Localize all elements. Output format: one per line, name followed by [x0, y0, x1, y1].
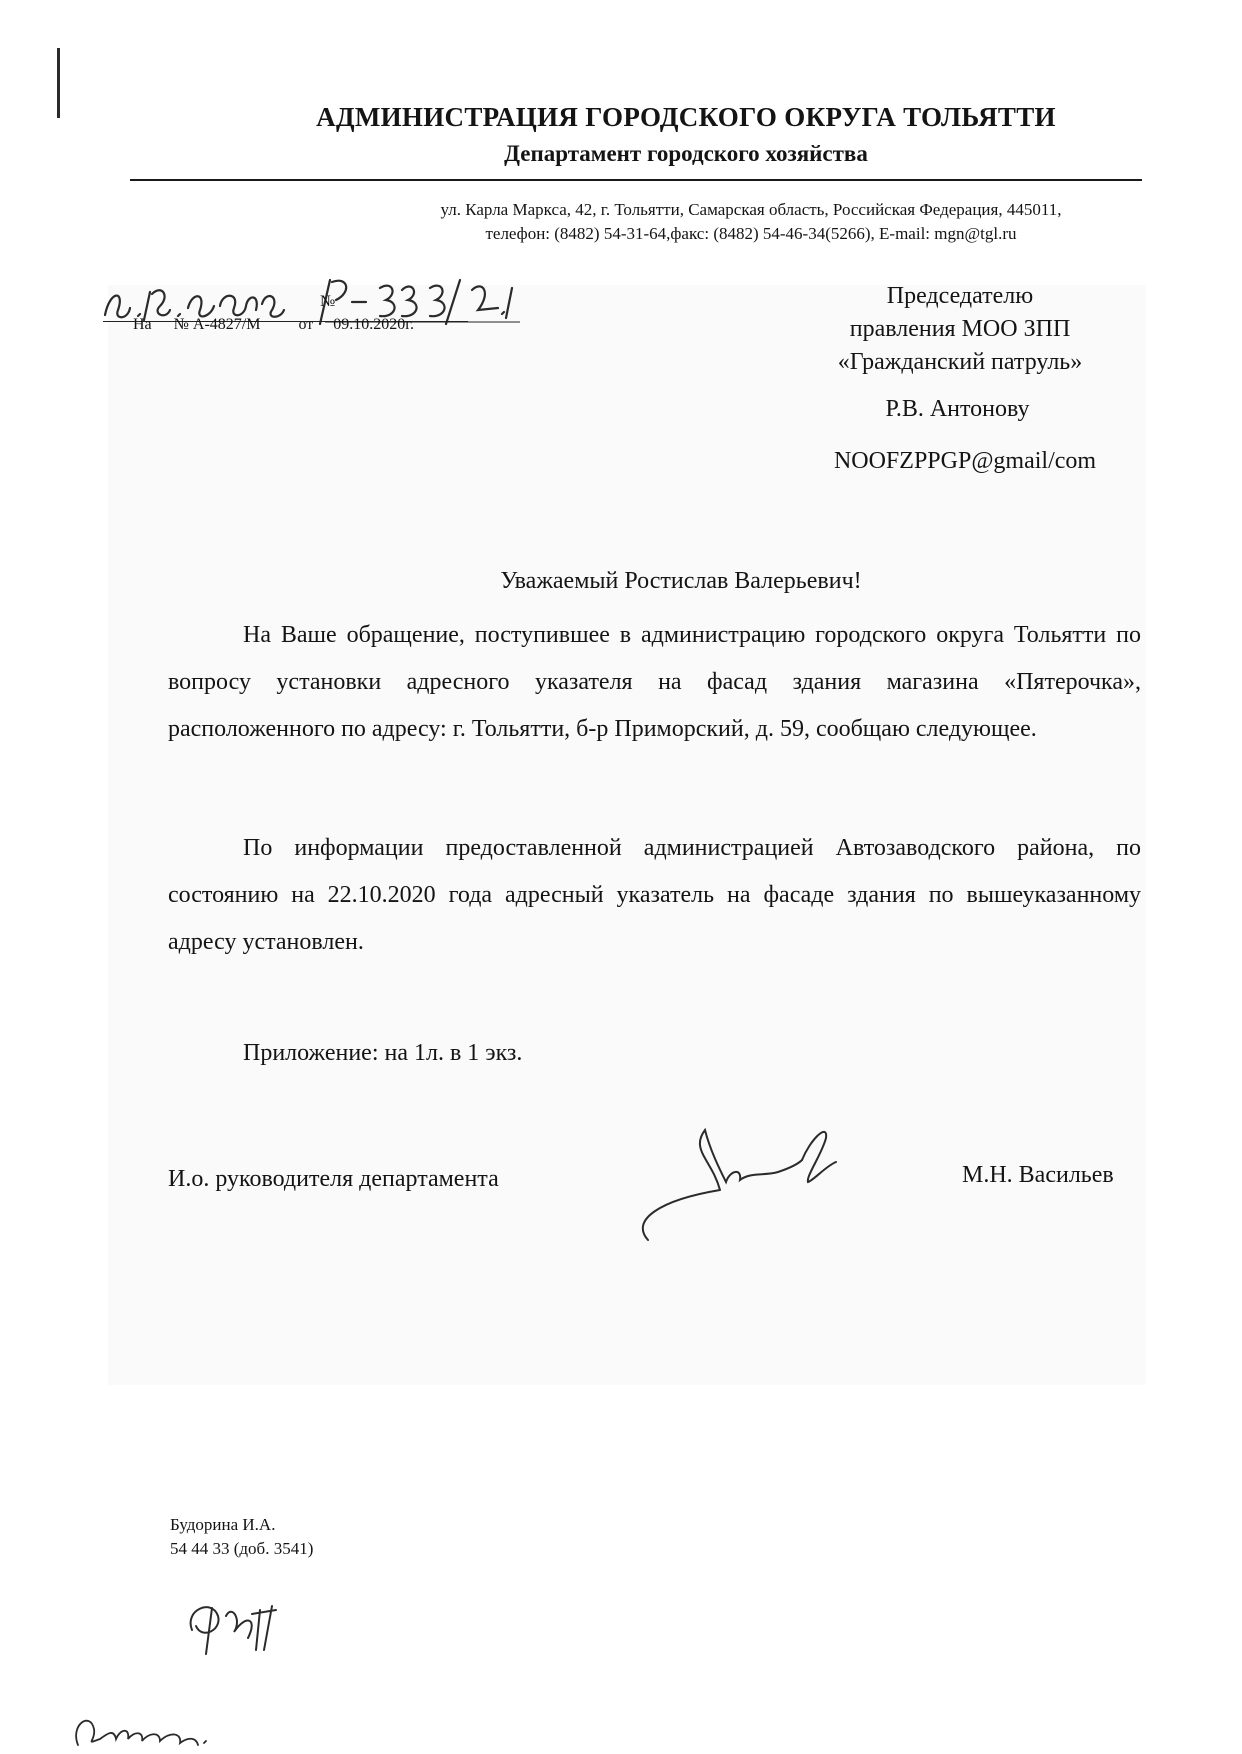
handwritten-signature — [630, 1120, 930, 1260]
reference-number: № А-4827/М — [173, 316, 261, 333]
recipient-line-2: правления МОО ЗПП — [849, 316, 1071, 342]
paragraph-2: По информации предоставленной администрацией Автозаводского района, по состоянию на 22.10.2020 года адресный указатель на фасаде здания по вышеуказанному адресу установлен. — [168, 835, 1141, 955]
signer-title: И.о. руководителя департамента — [168, 1166, 499, 1192]
executor-name: Будорина И.А. — [170, 1515, 276, 1534]
recipient-block — [780, 280, 1140, 474]
recipient-line-3: «Гражданский патруль» — [837, 349, 1083, 375]
reference-prefix: На — [133, 316, 152, 333]
recipient-name: Р.В. Антонову — [885, 396, 1030, 422]
address-line-2: телефон: (8482) 54-31-64,факс: (8482) 54-46-34(5266), E-mail: mgn@tgl.ru — [485, 224, 1017, 243]
executor-phone: 54 44 33 (доб. 3541) — [170, 1539, 314, 1558]
signer-name: М.Н. Васильев — [962, 1162, 1114, 1188]
letterhead-subtitle: Департамент городского хозяйства — [504, 141, 868, 166]
registration-number-label: № — [320, 293, 336, 310]
reference-date: 09.10.2020г. — [333, 316, 415, 333]
executor-block — [170, 1513, 313, 1561]
recipient-line-1: Председателю — [886, 283, 1034, 309]
recipient-email: NOOFZPPGP@gmail/com — [833, 448, 1097, 474]
address-line-1: ул. Карла Маркса, 42, г. Тольятти, Самарская область, Российская Федерация, 445011, — [440, 200, 1062, 219]
greeting: Уважаемый Ростислав Валерьевич! — [500, 568, 862, 594]
letterhead-rule — [130, 179, 1142, 181]
reference-line — [133, 316, 414, 334]
letterhead-title: АДМИНИСТРАЦИЯ ГОРОДСКОГО ОКРУГА ТОЛЬЯТТИ — [316, 102, 1056, 132]
handwritten-note — [70, 1705, 240, 1753]
paragraph-1: На Ваше обращение, поступившее в администрацию городского округа Тольятти по вопросу установки адресного указателя на фасад здания магазина «Пятерочка», расположенного по адресу: г. Тольятти, б-р Приморский, д. 59, сообщаю следующее. — [168, 622, 1141, 742]
reference-from-label: от — [298, 316, 314, 333]
attachment-note: Приложение: на 1л. в 1 экз. — [243, 1040, 523, 1066]
handwritten-initials — [182, 1590, 292, 1660]
